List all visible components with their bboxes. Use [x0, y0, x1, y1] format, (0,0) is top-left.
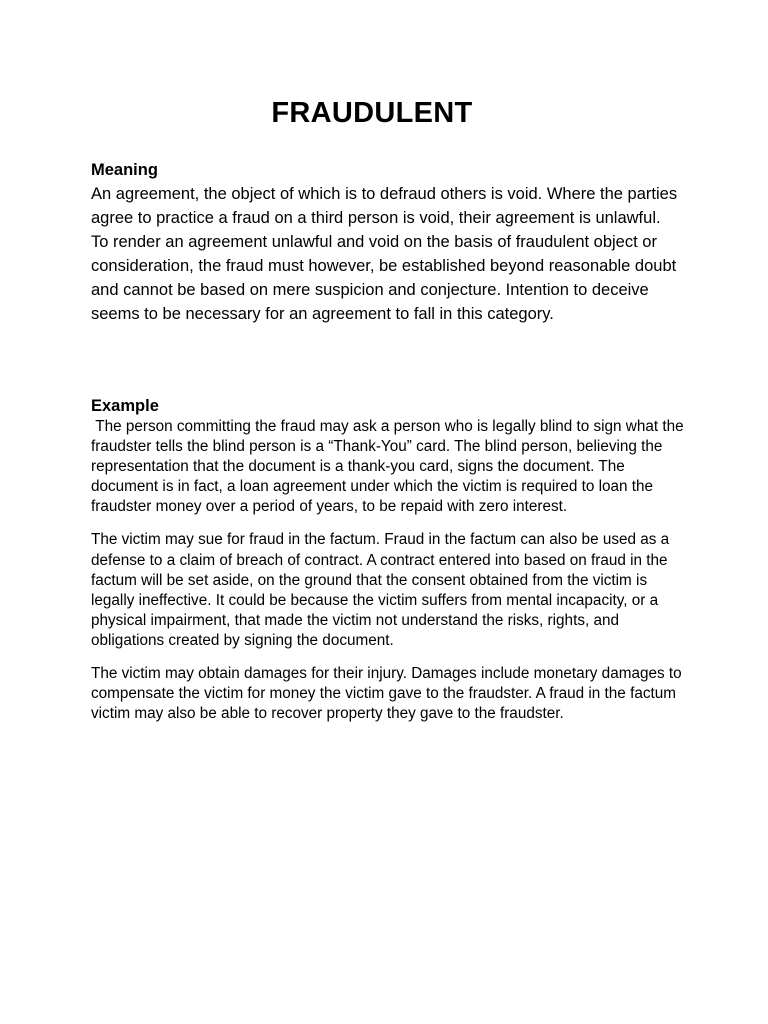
- example-paragraph: The victim may sue for fraud in the factum. Fraud in the factum can also be used as a defense to a claim of breach of contract. A contract entered into based on fraud in the factum will be set aside, on the ground that the consent obtained from the victim is legally ineffective. It could be because the victim suffers from mental incapacity, or a physical impairment, that made the victim not understand the risks, rights, and obligations created by signing the document.: [91, 531, 670, 649]
- example-section: [91, 396, 691, 737]
- example-paragraph: The person committing the fraud may ask a person who is legally blind to sign what the fraudster tells the blind person is a “Thank-You” card. The blind person, believing the representation that the document is a thank-you card, signs the document. The document is in fact, a loan agreement under which the victim is required to loan the fraudster money over a period of years, to be repaid with zero interest.: [91, 418, 688, 516]
- meaning-paragraph: To render an agreement unlawful and void on the basis of fraudulent object or consideration, the fraud must however, be established beyond reasonable doubt and cannot be based on mere suspicion and conjecture. Intention to deceive seems to be necessary for an agreement to fall in this category.: [91, 233, 677, 323]
- meaning-paragraph: An agreement, the object of which is to defraud others is void. Where the parties agree to practice a fraud on a third person is void, their agreement is unlawful.: [91, 185, 678, 227]
- example-paragraph: The victim may obtain damages for their injury. Damages include monetary damages to compensate the victim for money the victim gave to the fraudster. A fraud in the factum victim may also be able to recover property they gave to the fraudster.: [91, 665, 682, 723]
- meaning-section: [91, 160, 691, 326]
- example-body: [91, 417, 691, 724]
- meaning-body: [91, 182, 691, 326]
- meaning-heading: Meaning: [91, 161, 158, 179]
- document-title: FRAUDULENT: [271, 97, 473, 129]
- example-heading: Example: [91, 397, 159, 415]
